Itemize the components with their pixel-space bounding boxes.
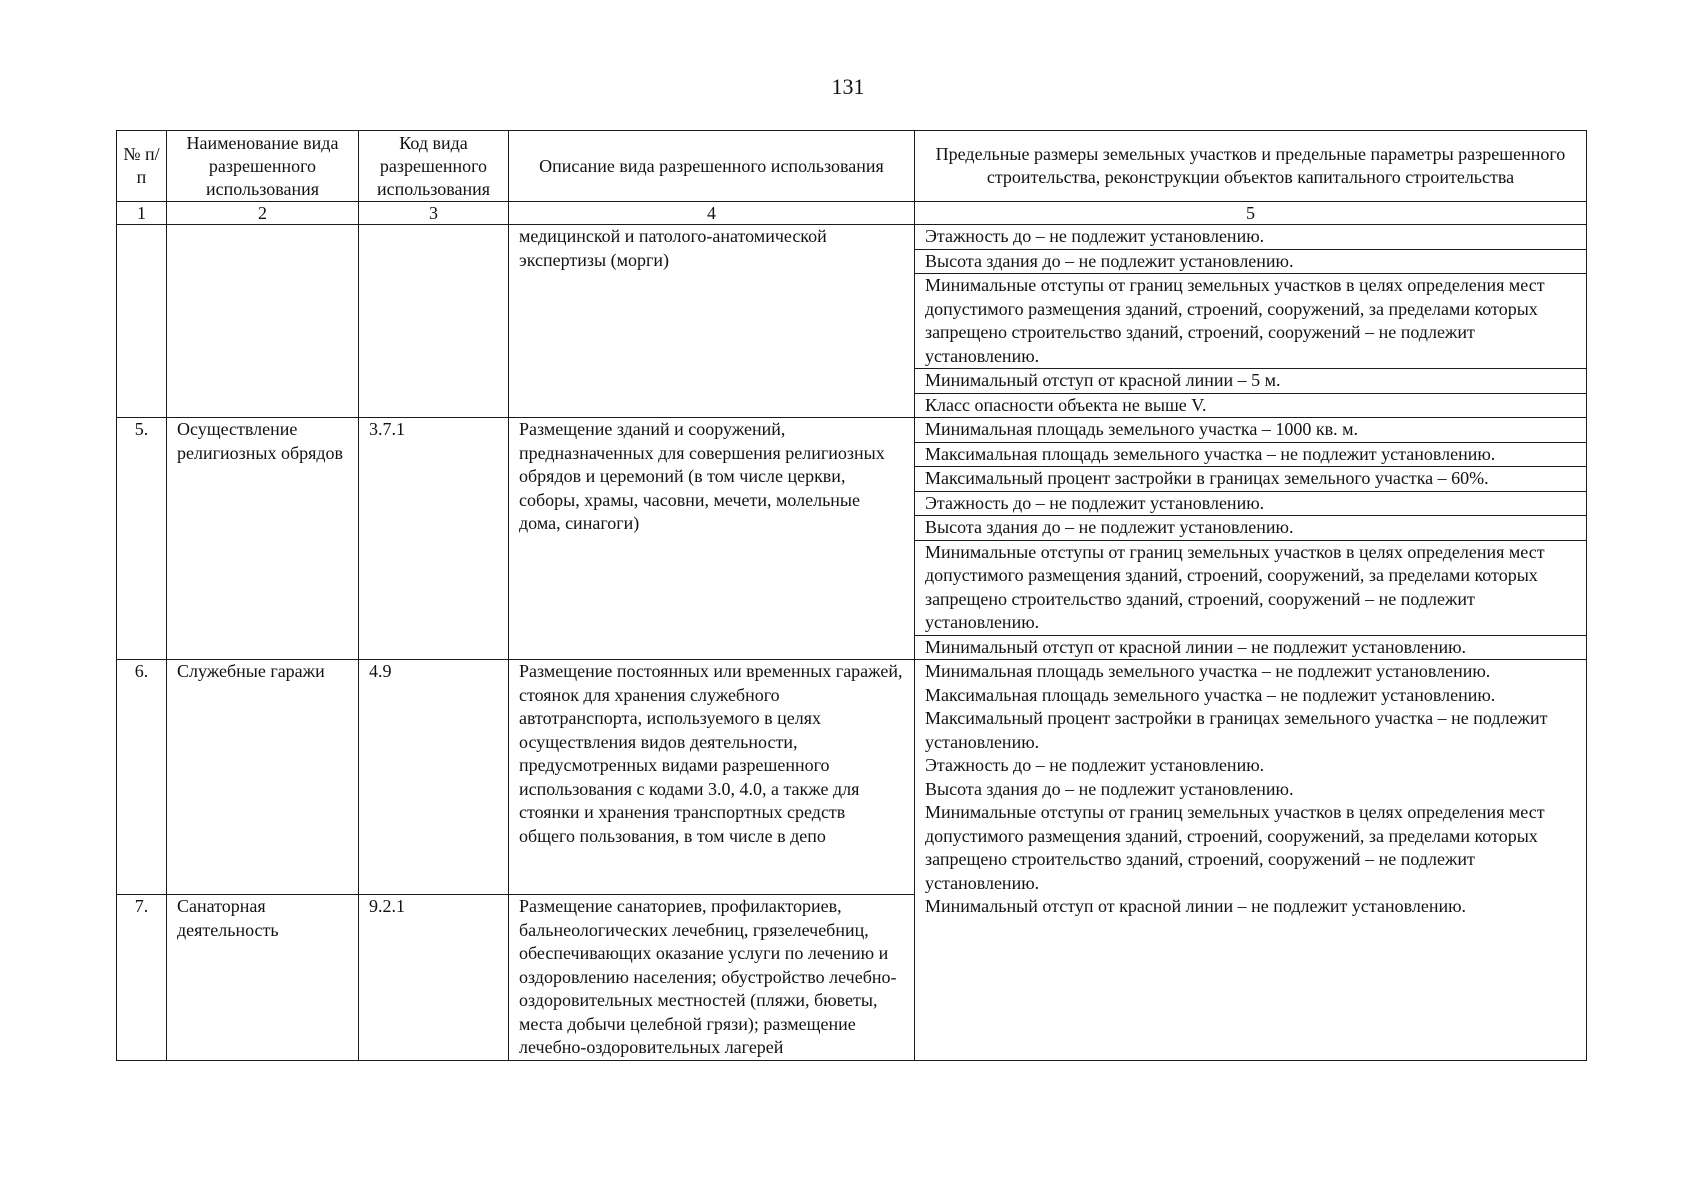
parameter-line: Минимальная площадь земельного участка – 1000 кв. м. (925, 419, 1358, 439)
column-number: 1 (117, 202, 167, 225)
parameter-line: Максимальная площадь земельного участка – не подлежит установлению. (925, 684, 1496, 705)
column-number: 2 (167, 202, 359, 225)
column-number: 4 (509, 202, 915, 225)
parameter-line: Максимальный процент застройки в границах земельного участка – не подлежит установлению. (925, 708, 1548, 752)
cell-number: 5. (117, 418, 167, 660)
header-limits-parameters: Предельные размеры земельных участков и предельные параметры разрешенного строительства, реконструкции объектов капитального строительства (915, 131, 1587, 202)
column-number-row (117, 202, 1587, 225)
page-number: 131 (831, 74, 865, 99)
parameter-line: Минимальная площадь земельного участка – не подлежит установлению. (925, 661, 1491, 681)
cell-use-name: Служебные гаражи (167, 660, 359, 895)
parameter-line: Высота здания до – не подлежит установлению. (915, 249, 1586, 274)
header-use-description: Описание вида разрешенного использования (509, 131, 915, 202)
parameter-line: Класс опасности объекта не выше V. (915, 393, 1586, 418)
table-row-5 (117, 418, 1587, 660)
cell-use-name: Осуществление религиозных обрядов (167, 418, 359, 660)
cell-use-code: 9.2.1 (359, 895, 509, 1061)
parameter-line: Этажность до – не подлежит установлению. (915, 491, 1586, 516)
header-use-name: Наименование вида разрешенного использования (167, 131, 359, 202)
cell-number: 6. (117, 660, 167, 895)
column-number: 3 (359, 202, 509, 225)
cell-parameters (915, 225, 1587, 418)
cell-parameters (915, 418, 1587, 660)
header-use-code: Код вида разрешенного использования (359, 131, 509, 202)
cell-use-name: Санаторная деятельность (167, 895, 359, 1061)
cell-use-description: Размещение постоянных или временных гаражей, стоянок для хранения служебного автотранспорта, используемого в целях осуществления видов деятельности, предусмотренных видами разрешенного использования с кодами 3.0, 4.0, а также для стоянки и хранения транспортных средств общего пользования, в том числе в депо (509, 660, 915, 895)
column-number: 5 (915, 202, 1587, 225)
cell-use-description: Размещение санаториев, профилакториев, бальнеологических лечебниц, грязелечебниц, обеспечивающих оказание услуги по лечению и оздоровлению населения; обустройство лечебно-оздоровительных местностей (пляжи, бюветы, места добычи целебной грязи); размещение лечебно-оздоровительных лагерей (509, 895, 915, 1061)
table-row-continuation (117, 225, 1587, 418)
cell-parameters-shared (915, 660, 1587, 1061)
table-row-6 (117, 660, 1587, 895)
cell-use-code: 4.9 (359, 660, 509, 895)
cell-use-code: 3.7.1 (359, 418, 509, 660)
parameter-line: Минимальный отступ от красной линии – не подлежит установлению. (915, 635, 1586, 660)
table-header-row (117, 131, 1587, 202)
parameter-line: Минимальный отступ от красной линии – не подлежит установлению. (925, 896, 1467, 916)
cell-use-code (359, 225, 509, 418)
parameter-line: Минимальные отступы от границ земельных участков в целях определения мест допустимого размещения зданий, строений, сооружений, за пределами которых запрещено строительство зданий, строений, сооружений – не подлежит установлению. (915, 540, 1586, 635)
parameter-line: Максимальный процент застройки в границах земельного участка – 60%. (915, 466, 1586, 491)
parameter-line: Минимальные отступы от границ земельных участков в целях определения мест допустимого размещения зданий, строений, сооружений, за пределами которых запрещено строительство зданий, строений, сооружений – не подлежит установлению. (915, 273, 1586, 368)
parameter-line: Этажность до – не подлежит установлению. (925, 755, 1265, 775)
cell-use-description: медицинской и патолого-анатомической экспертизы (морги) (509, 225, 915, 418)
cell-number: 7. (117, 895, 167, 1061)
parameter-line: Этажность до – не подлежит установлению. (925, 226, 1265, 246)
header-number: № п/п (117, 131, 167, 202)
parameter-line: Минимальные отступы от границ земельных участков в целях определения мест допустимого размещения зданий, строений, сооружений, за пределами которых запрещено строительство зданий, строений, сооружений – не подлежит установлению. (925, 802, 1545, 893)
parameter-line: Высота здания до – не подлежит установлению. (915, 515, 1586, 540)
parameter-line: Максимальная площадь земельного участка – не подлежит установлению. (915, 442, 1586, 467)
cell-number (117, 225, 167, 418)
cell-use-description: Размещение зданий и сооружений, предназначенных для совершения религиозных обрядов и церемоний (в том числе церкви, соборы, храмы, часовни, мечети, молельные дома, синагоги) (509, 418, 915, 660)
cell-use-name (167, 225, 359, 418)
parameter-line: Минимальный отступ от красной линии – 5 м. (915, 368, 1586, 393)
parameter-line: Высота здания до – не подлежит установлению. (925, 778, 1294, 799)
zoning-regulations-table (116, 130, 1587, 1061)
